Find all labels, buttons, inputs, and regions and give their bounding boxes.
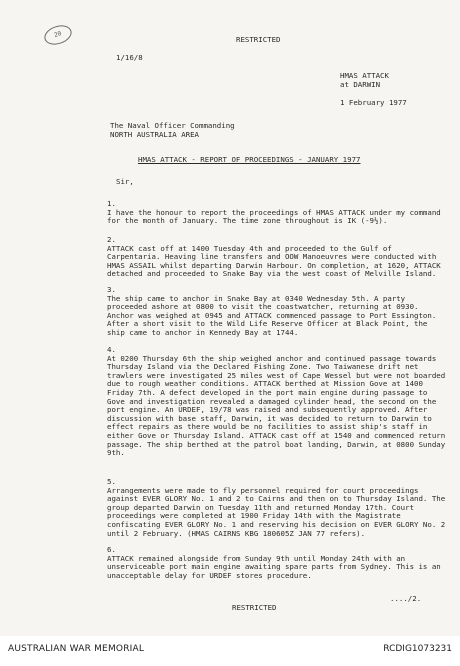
paragraph-text: At 0200 Thursday 6th the ship weighed anchor and continued passage towards Thursday Island via the Declared Fishing Zone. Two Taiwanese drift net trawlers were investigated 25 miles west of Cape Wessel but were not boarded due to rough weather conditions. ATTACK berthed at Mission Gove at 1400 Friday 7th. A defect developed in the port main engine during passage to Gove and investigation revealed a damaged cylinder head, the second on the port engine. An URDEF, 19/78 was raised and subsequently approved. After discussion with base staff, Darwin, it was decided to return to Darwin to effect repairs as there would be no facilities to assist ship's staff in either Gove or Thursday Island. ATTACK cast off at 1540 and commenced return passage. The ship berthed at the patrol boat landing, Darwin, at 0800 Sunday 9th. (107, 353, 446, 458)
paragraph-text: ATTACK remained alongside from Sunday 9th until Monday 24th with an unserviceable port main engine awaiting spare parts from Sydney. This is an unacceptable delay for URDEF stores procedure. (107, 553, 441, 580)
paragraph-6 (107, 546, 447, 580)
paragraph-number: 1. (107, 199, 116, 208)
salutation: Sir, (116, 177, 134, 186)
classification-top: RESTRICTED (236, 35, 281, 44)
paragraph-3 (107, 286, 447, 338)
record-code: RCDIG1073231 (383, 644, 452, 654)
paragraph-5 (107, 478, 447, 538)
archive-footer (0, 636, 460, 666)
file-reference: 1/16/8 (116, 53, 143, 62)
paragraph-4 (107, 346, 447, 458)
addressee-line-1: The Naval Officer Commanding (110, 121, 235, 130)
paragraph-number: 6. (107, 545, 116, 554)
handwritten-mark: 20 (42, 22, 74, 48)
from-location: at DARWIN (340, 80, 381, 89)
letter-date: 1 February 1977 (340, 98, 407, 107)
continuation-marker: ..../2. (390, 594, 422, 603)
paragraph-number: 5. (107, 477, 116, 486)
paragraph-number: 2. (107, 235, 116, 244)
paragraph-number: 3. (107, 285, 116, 294)
paragraph-1 (107, 200, 447, 226)
paragraph-text: ATTACK cast off at 1400 Tuesday 4th and proceeded to the Gulf of Carpentaria. Heaving line transfers and OOW Manoeuvres were conducted with HMAS ASSAIL whilst departing Darwin Harbour. On completion, at 1620, ATTACK detached and proceeded to Snake Bay via the west coast of Melville Island. (107, 243, 441, 279)
addressee-line-2: NORTH AUSTRALIA AREA (110, 130, 199, 139)
paragraph-2 (107, 236, 447, 279)
classification-bottom: RESTRICTED (232, 603, 277, 612)
subject-line: HMAS ATTACK - REPORT OF PROCEEDINGS - JANUARY 1977 (138, 155, 361, 164)
paragraph-number: 4. (107, 345, 116, 354)
paragraph-text: I have the honour to report the proceedings of HMAS ATTACK under my command for the month of January. The time zone throughout is IK (-9½). (107, 207, 441, 226)
paragraph-text: The ship came to anchor in Snake Bay at 0340 Wednesday 5th. A party proceeded ashore at 0800 to visit the coastwatcher, returning at 0930. Anchor was weighed at 0945 and ATTACK commenced passage to Port Essington. After a short visit to the Wild Life Reserve Officer at Black Point, the ship came to anchor in Kennedy Bay at 1744. (107, 293, 437, 337)
paragraph-text: Arrangements were made to fly personnel required for court proceedings against EVER GLORY No. 1 and 2 to Cairns and then on to Thursday Island. The group departed Darwin on Tuesday 11th and returned Monday 17th. Court proceedings were completed at 1900 Friday 14th with the Magistrate confiscating EVER GLORY No. 1 and reserving his decision on EVER GLORY No. 2 until 2 February. (HMAS CAIRNS KBG 180605Z JAN 77 refers). (107, 485, 446, 538)
archive-name: AUSTRALIAN WAR MEMORIAL (8, 644, 145, 654)
from-ship: HMAS ATTACK (340, 71, 389, 80)
